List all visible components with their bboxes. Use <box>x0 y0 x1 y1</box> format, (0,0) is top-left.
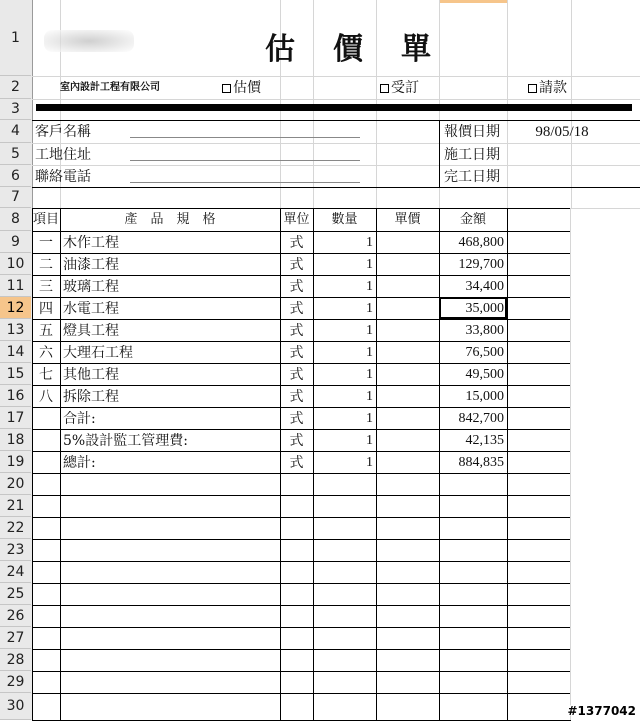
table-rule <box>32 495 571 496</box>
info-label-right: 完工日期 <box>444 169 500 185</box>
item-quantity[interactable]: 1 <box>366 323 373 338</box>
item-amount[interactable]: 842,700 <box>458 411 504 426</box>
item-quantity[interactable]: 1 <box>366 367 373 382</box>
row-header-23[interactable]: 23 <box>0 539 31 561</box>
item-quantity[interactable]: 1 <box>366 433 373 448</box>
table-rule <box>32 429 571 430</box>
table-rule <box>32 451 571 452</box>
company-name: 室內設計工程有限公司 <box>60 82 160 93</box>
column-header-unit: 單位 <box>283 212 310 227</box>
info-label-left: 工地住址 <box>35 147 91 163</box>
option-label: 受訂 <box>391 80 419 96</box>
item-name[interactable]: 拆除工程 <box>63 389 119 405</box>
item-amount[interactable]: 884,835 <box>458 455 504 470</box>
thick-divider <box>36 104 632 111</box>
item-unit[interactable]: 式 <box>289 257 304 273</box>
row-header-14[interactable]: 14 <box>0 341 31 363</box>
table-rule <box>32 473 571 474</box>
row-header-17[interactable]: 17 <box>0 407 31 429</box>
table-column-rule <box>507 208 508 720</box>
item-amount[interactable]: 76,500 <box>465 345 504 360</box>
info-label-left: 聯絡電話 <box>35 169 91 185</box>
item-number[interactable]: 一 <box>39 235 53 251</box>
table-rule <box>32 275 571 276</box>
item-unit[interactable]: 式 <box>289 455 304 471</box>
table-rule <box>32 671 571 672</box>
table-rule <box>32 583 571 584</box>
row-header-30[interactable]: 30 <box>0 693 31 720</box>
item-amount[interactable]: 468,800 <box>458 235 504 250</box>
info-underline <box>130 137 360 138</box>
table-rule <box>32 341 571 342</box>
row-header-11[interactable]: 11 <box>0 275 31 297</box>
row-header-20[interactable]: 20 <box>0 473 31 495</box>
item-unit[interactable]: 式 <box>289 367 304 383</box>
item-number[interactable]: 七 <box>39 367 53 383</box>
gridline <box>32 99 640 100</box>
item-number[interactable]: 六 <box>39 345 53 361</box>
row-header-6[interactable]: 6 <box>0 165 31 187</box>
item-unit[interactable]: 式 <box>289 235 304 251</box>
option-checkbox-2[interactable] <box>380 79 470 97</box>
table-rule <box>32 627 571 628</box>
row-header-2[interactable]: 2 <box>0 76 31 99</box>
column-header-amount: 金額 <box>459 212 486 227</box>
item-unit[interactable]: 式 <box>289 323 304 339</box>
row-header-7[interactable]: 7 <box>0 187 31 208</box>
item-amount[interactable]: 49,500 <box>465 367 504 382</box>
row-header-column <box>0 0 33 720</box>
column-header-qty: 數量 <box>331 212 358 227</box>
row-header-18[interactable]: 18 <box>0 429 31 451</box>
table-rule <box>32 407 571 408</box>
column-header-item: 項目 <box>33 212 59 227</box>
table-rule <box>32 319 571 320</box>
table-rule <box>32 517 571 518</box>
item-amount[interactable]: 15,000 <box>465 389 504 404</box>
item-number[interactable]: 八 <box>39 389 53 405</box>
item-number[interactable] <box>33 433 59 449</box>
info-value-right[interactable] <box>512 169 612 185</box>
active-cell-selection[interactable] <box>439 297 507 319</box>
item-name[interactable]: 5%設計監工管理費: <box>63 433 188 449</box>
item-name[interactable]: 玻璃工程 <box>63 279 119 295</box>
item-number[interactable] <box>33 411 59 427</box>
item-amount[interactable]: 129,700 <box>458 257 504 272</box>
info-label-right: 報價日期 <box>444 124 500 140</box>
item-quantity[interactable]: 1 <box>366 301 373 316</box>
row-header-28[interactable]: 28 <box>0 649 31 671</box>
table-column-rule <box>376 208 377 720</box>
border <box>32 187 640 188</box>
option-label: 估價 <box>233 80 261 96</box>
item-unit[interactable]: 式 <box>289 345 304 361</box>
info-label-right: 施工日期 <box>444 147 500 163</box>
item-amount[interactable]: 35,000 <box>465 301 504 316</box>
item-amount[interactable]: 33,800 <box>465 323 504 338</box>
table-rule <box>32 561 571 562</box>
item-unit[interactable]: 式 <box>289 279 304 295</box>
info-value-right[interactable] <box>512 147 612 163</box>
table-column-rule <box>60 208 61 720</box>
item-unit[interactable]: 式 <box>289 301 304 317</box>
item-amount[interactable]: 42,135 <box>465 433 504 448</box>
row-header-9[interactable]: 9 <box>0 231 31 253</box>
table-rule <box>32 649 571 650</box>
option-checkbox-1[interactable] <box>222 79 312 97</box>
item-quantity[interactable]: 1 <box>366 235 373 250</box>
info-underline <box>130 182 360 183</box>
item-name[interactable]: 總計: <box>63 455 96 471</box>
option-checkbox-3[interactable] <box>528 79 618 97</box>
item-quantity[interactable]: 1 <box>366 389 373 404</box>
border <box>439 120 440 187</box>
gridline <box>32 165 640 166</box>
row-header-22[interactable]: 22 <box>0 517 31 539</box>
table-rule <box>32 539 571 540</box>
item-number[interactable]: 五 <box>39 323 53 339</box>
column-header-price: 單價 <box>394 212 421 227</box>
row-header-10[interactable]: 10 <box>0 253 31 275</box>
item-name[interactable]: 其他工程 <box>63 367 119 383</box>
checkbox-icon[interactable] <box>380 84 389 93</box>
gridline <box>32 76 640 77</box>
gridline <box>32 143 640 144</box>
row-header-4[interactable]: 4 <box>0 120 31 143</box>
item-name[interactable]: 木作工程 <box>63 235 119 251</box>
table-rule <box>32 231 571 232</box>
item-name[interactable]: 水電工程 <box>63 301 119 317</box>
column-header-product: 產 品 規 格 <box>124 212 216 227</box>
border <box>32 120 640 121</box>
item-unit[interactable]: 式 <box>289 389 304 405</box>
checkbox-icon[interactable] <box>222 84 231 93</box>
table-rule <box>32 208 571 209</box>
row-header-21[interactable]: 21 <box>0 495 31 517</box>
row-header-16[interactable]: 16 <box>0 385 31 407</box>
row-header-13[interactable]: 13 <box>0 319 31 341</box>
selected-column-indicator <box>439 0 507 3</box>
row-header-26[interactable]: 26 <box>0 605 31 627</box>
item-number[interactable]: 二 <box>39 257 53 273</box>
row-header-5[interactable]: 5 <box>0 143 31 165</box>
document-title: 估 價 單 <box>265 32 435 67</box>
row-header-29[interactable]: 29 <box>0 671 31 693</box>
item-quantity[interactable]: 1 <box>366 411 373 426</box>
row-header-25[interactable]: 25 <box>0 583 31 605</box>
item-name[interactable]: 大理石工程 <box>63 345 133 361</box>
item-unit[interactable]: 式 <box>289 411 304 427</box>
row-header-19[interactable]: 19 <box>0 451 31 473</box>
row-header-15[interactable]: 15 <box>0 363 31 385</box>
gridline <box>570 208 571 720</box>
item-quantity[interactable]: 1 <box>366 455 373 470</box>
item-quantity[interactable]: 1 <box>366 257 373 272</box>
item-amount[interactable]: 34,400 <box>465 279 504 294</box>
info-label-left: 客戶名稱 <box>35 124 91 140</box>
item-unit[interactable]: 式 <box>289 433 304 449</box>
item-name[interactable]: 合計: <box>63 411 96 427</box>
table-rule <box>32 693 571 694</box>
watermark-label: #1377042 <box>567 704 636 718</box>
option-label: 請款 <box>539 80 567 96</box>
row-header-24[interactable]: 24 <box>0 561 31 583</box>
blurred-logo <box>44 30 134 52</box>
table-rule <box>32 363 571 364</box>
item-quantity[interactable]: 1 <box>366 345 373 360</box>
item-name[interactable]: 油漆工程 <box>63 257 119 273</box>
item-name[interactable]: 燈具工程 <box>63 323 119 339</box>
row-header-3[interactable]: 3 <box>0 99 31 120</box>
item-number[interactable]: 三 <box>39 279 53 295</box>
row-header-8[interactable]: 8 <box>0 208 31 231</box>
checkbox-icon[interactable] <box>528 84 537 93</box>
table-rule <box>32 253 571 254</box>
info-value-right[interactable]: 98/05/18 <box>535 124 589 140</box>
info-underline <box>130 160 360 161</box>
row-header-12[interactable]: 12 <box>0 297 31 319</box>
table-rule <box>32 605 571 606</box>
table-rule <box>32 385 571 386</box>
item-number[interactable]: 四 <box>39 301 53 317</box>
row-header-27[interactable]: 27 <box>0 627 31 649</box>
item-number[interactable] <box>33 455 59 471</box>
row-header-1[interactable]: 1 <box>0 0 31 76</box>
item-quantity[interactable]: 1 <box>366 279 373 294</box>
